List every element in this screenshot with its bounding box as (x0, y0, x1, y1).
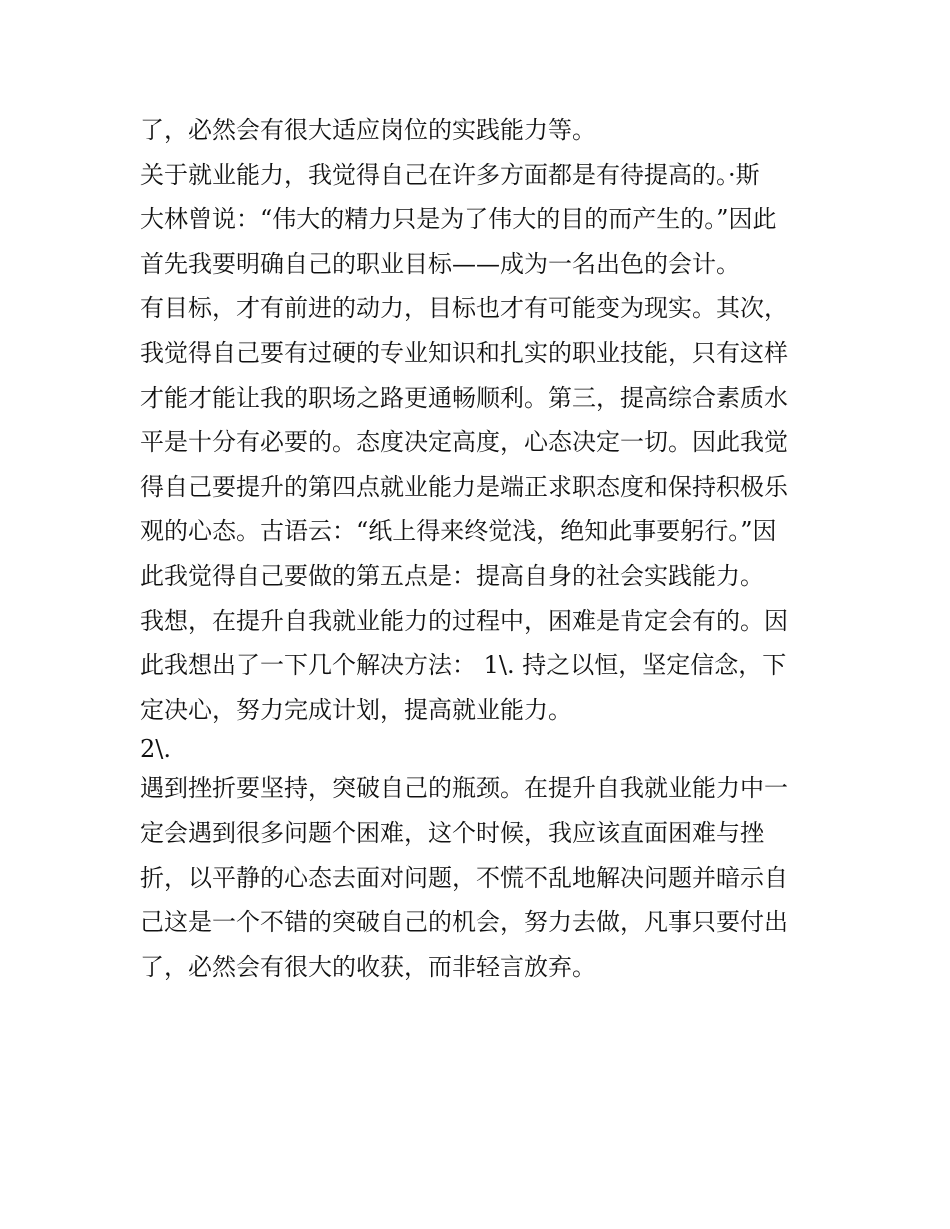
body-text (140, 108, 820, 989)
list-number: 2\. (140, 735, 171, 764)
text-line: 观的心态。古语云：“纸上得来终觉浅，绝知此事要躬行。”因 (140, 517, 777, 546)
text-line: 平是十分有必要的。态度决定高度，心态决定一切。因此我觉 (140, 428, 788, 457)
text-line: 关于就业能力，我觉得自己在许多方面都是有待提高的。·斯 (140, 160, 760, 189)
text-line: 首先我要明确自己的职业目标——成为一名出色的会计。 (140, 249, 740, 278)
text-line: 己这是一个不错的突破自己的机会，努力去做，凡事只要付出 (140, 908, 788, 937)
text-line: 定会遇到很多问题个困难，这个时候，我应该直面困难与挫 (140, 818, 764, 847)
text-line: 定决心，努力完成计划，提高就业能力。 (140, 695, 572, 724)
text-line: 此我觉得自己要做的第五点是：提高自身的社会实践能力。 (140, 561, 764, 590)
text-line: 我觉得自己要有过硬的专业知识和扎实的职业技能，只有这样 (140, 338, 788, 367)
text-line: 大林曾说：“伟大的精力只是为了伟大的目的而产生的。”因此 (140, 205, 777, 234)
text-line: 了，必然会有很大的收获，而非轻言放弃。 (140, 952, 596, 981)
text-line: 有目标，才有前进的动力，目标也才有可能变为现实。其次， (140, 294, 788, 323)
text-line: 折，以平静的心态去面对问题，不慌不乱地解决问题并暗示自 (140, 863, 788, 892)
text-line: 得自己要提升的第四点就业能力是端正求职态度和保持积极乐 (140, 472, 788, 501)
text-line: 此我想出了一下几个解决方法： 1\. 持之以恒，坚定信念，下 (140, 651, 787, 680)
text-line: 遇到挫折要坚持，突破自己的瓶颈。在提升自我就业能力中一 (140, 774, 788, 803)
text-line: 才能才能让我的职场之路更通畅顺利。第三，提高综合素质水 (140, 383, 788, 412)
text-line: 了，必然会有很大适应岗位的实践能力等。 (140, 116, 596, 144)
text-line: 我想，在提升自我就业能力的过程中，困难是肯定会有的。因 (140, 606, 788, 635)
